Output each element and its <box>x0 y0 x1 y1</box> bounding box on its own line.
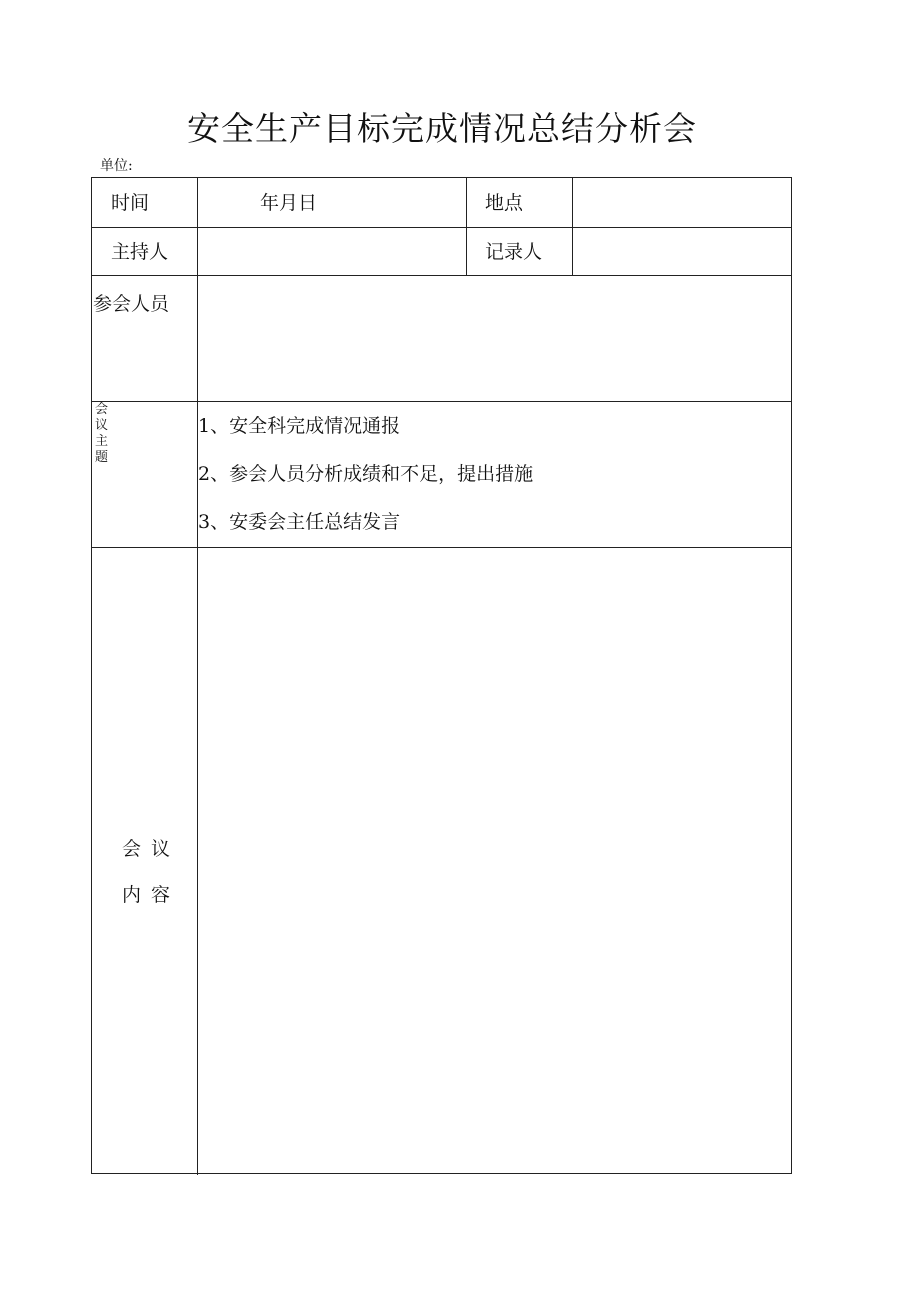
column-divider <box>572 178 573 276</box>
meeting-form-table <box>91 177 792 1174</box>
unit-label: 单位: <box>100 158 133 174</box>
content-field[interactable] <box>206 558 776 1158</box>
column-divider <box>197 178 198 1175</box>
content-label: 会议内容 <box>122 838 181 906</box>
attendees-field[interactable] <box>206 291 776 391</box>
topic-item: 2、参会人员分析成绩和不足，提出措施 <box>198 463 534 485</box>
document-title: 安全生产目标完成情况总结分析会 <box>187 109 697 148</box>
date-field[interactable]: 年月日 <box>260 192 318 214</box>
topic-list <box>198 402 533 546</box>
time-label: 时间 <box>111 192 150 214</box>
recorder-field[interactable] <box>582 239 782 265</box>
attendees-label: 参会人员 <box>93 293 170 315</box>
place-field[interactable] <box>582 190 782 216</box>
topic-item: 1、安全科完成情况通报 <box>198 415 401 437</box>
place-label: 地点 <box>485 192 524 214</box>
host-field[interactable] <box>206 239 456 265</box>
topic-label: 会议主题 <box>95 402 109 465</box>
topic-item: 3、安委会主任总结发言 <box>198 511 401 533</box>
column-divider <box>466 178 467 276</box>
recorder-label: 记录人 <box>485 241 543 263</box>
host-label: 主持人 <box>111 241 169 263</box>
